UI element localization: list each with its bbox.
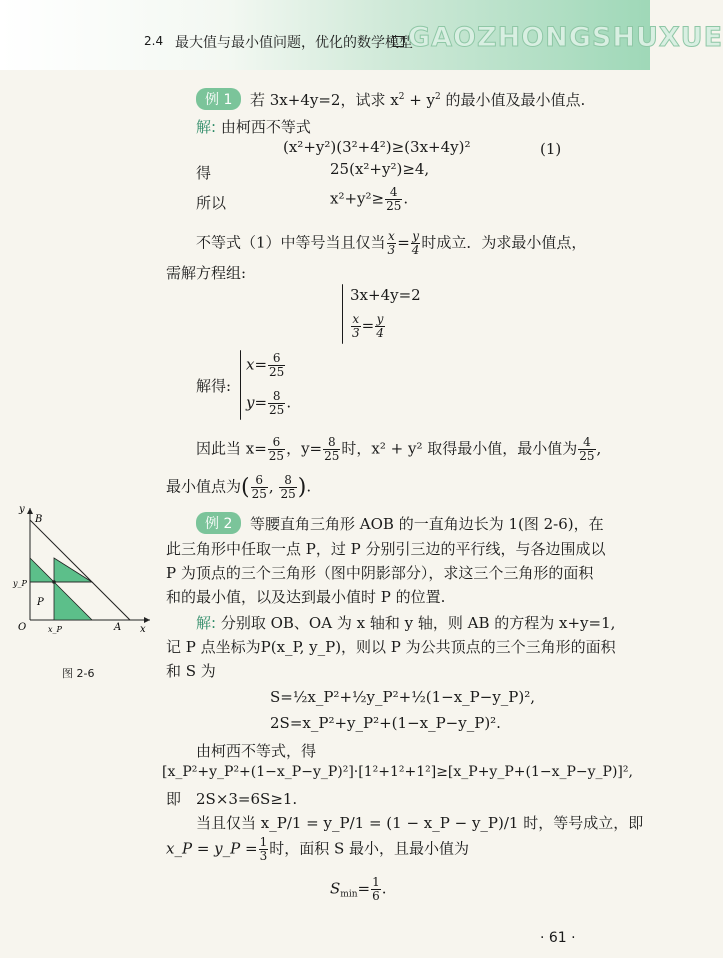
suoyi-label: 所以 bbox=[196, 194, 227, 212]
example1-badge: 例 1 bbox=[196, 88, 241, 110]
ji-line: 即 2S×3=6S≥1. bbox=[166, 790, 298, 808]
solution-brace bbox=[240, 350, 241, 420]
2s-equation: 2S=x_P²+y_P²+(1−x_P−y_P)². bbox=[270, 714, 501, 732]
shaded-triangle-right bbox=[54, 558, 92, 582]
system-eq-2: $\frac{x}{3}$ = $\frac{y}{4}$ bbox=[352, 312, 384, 340]
x-solution: x= $\frac{6}{25}$ bbox=[246, 351, 285, 379]
y-solution: y= $\frac{8}{25}$ . bbox=[246, 389, 292, 417]
inequality-2: 25(x²+y²)≥4, bbox=[330, 160, 430, 178]
example2-line-1: 等腰直角三角形 AOB 的一直角边长为 1(图 2-6)，在 bbox=[250, 515, 604, 533]
fig-label-x: x bbox=[140, 624, 146, 635]
section-number: 2.4 bbox=[144, 34, 164, 48]
inequality-3: x²+y²≥ $\frac{4}{25}$ . bbox=[330, 185, 409, 213]
fig-label-a: A bbox=[114, 622, 122, 633]
figure-axes bbox=[27, 508, 150, 623]
section-title: 最大值与最小值问题，优化的数学模型 bbox=[175, 35, 413, 51]
result-line: x_P = y_P = $\frac{1}{3}$ 时，面积 S 最小，且最小值为 bbox=[166, 835, 470, 863]
fig-label-o: O bbox=[18, 622, 27, 633]
fig-label-y: y bbox=[19, 504, 25, 515]
equality-condition: 不等式（1）中等号当且仅当 $\frac{x}{3}$ = $\frac{y}{4}$ 时成立．为求最小值点， bbox=[196, 229, 587, 257]
fig-label-xp: x_P bbox=[48, 625, 62, 634]
system-brace bbox=[342, 284, 343, 344]
example2-solution-3: 和 S 为 bbox=[166, 662, 216, 680]
need-system-text: 需解方程组: bbox=[166, 264, 247, 282]
min-point: 最小值点为( $\frac{6}{25}$ , $\frac{8}{25}$ ). bbox=[166, 473, 312, 501]
inequality-1-number: (1) bbox=[540, 140, 562, 158]
brand-watermark: GAOZHONGSHUXUE bbox=[408, 22, 723, 53]
fig-label-p: P bbox=[37, 597, 44, 608]
hypotenuse-ab bbox=[30, 520, 130, 620]
example2-line-2: 此三角形中任取一点 P，过 P 分别引三边的平行线，与各边围成以 bbox=[166, 540, 606, 558]
cauchy-inequality: [x_P²+y_P²+(1−x_P−y_P)²]·[1²+1²+1²]≥[x_P+y_P+(1−x_P−y_P)]², bbox=[162, 764, 633, 780]
equality-condition-2: 当且仅当 x_P/1 = y_P/1 = (1 − x_P − y_P)/1 时，等号成立，即 bbox=[196, 814, 644, 832]
example2-solution-1: 解: 分别取 OB、OA 为 x 轴和 y 轴，则 AB 的方程为 x+y=1, bbox=[196, 614, 616, 632]
s-equation: S=½x_P²+½y_P²+½(1−x_P−y_P)², bbox=[270, 688, 536, 706]
fig-label-yp: y_P bbox=[13, 579, 27, 588]
shaded-triangle-bottom bbox=[54, 582, 92, 620]
point-p bbox=[52, 580, 56, 584]
cauchy-text: 由柯西不等式，得 bbox=[196, 742, 317, 760]
example2-line-4: 和的最小值，以及达到最小值时 P 的位置. bbox=[166, 588, 446, 606]
example2-badge: 例 2 bbox=[196, 512, 241, 534]
triangle-figure bbox=[10, 500, 160, 640]
shaded-triangle-left bbox=[30, 558, 54, 582]
inequality-1: (x²+y²)(3²+4²)≥(3x+4y)² bbox=[283, 138, 471, 156]
s-min: $S_{min}=$ $\frac{1}{6}$ . bbox=[330, 875, 387, 903]
page-number: · 61 · bbox=[540, 930, 576, 946]
page-header bbox=[0, 0, 723, 70]
header-box-icon bbox=[393, 36, 404, 47]
example1-solution-intro: 解: 由柯西不等式 bbox=[196, 118, 311, 136]
fig-label-b: B bbox=[35, 514, 43, 525]
example2-solution-2: 记 P 点坐标为P(x_P, y_P)，则以 P 为公共顶点的三个三角形的面积 bbox=[166, 638, 616, 656]
example1-conclusion: 因此当 x= $\frac{6}{25}$ ，y= $\frac{8}{25}$ 时，x² + y² 取得最小值，最小值为 $\frac{4}{25}$ , bbox=[196, 435, 602, 463]
example2-line-3: P 为顶点的三个三角形（图中阴影部分），求这三个三角形的面积 bbox=[166, 564, 594, 582]
system-eq-1: 3x+4y=2 bbox=[350, 286, 421, 304]
de-label: 得 bbox=[196, 164, 212, 182]
jiede-label: 解得: bbox=[196, 377, 232, 395]
example1-problem: 若 3x+4y=2，试求 $x^2 + y^2$ 的最小值及最小值点. bbox=[250, 91, 586, 109]
figure-caption: 图 2-6 bbox=[62, 667, 95, 680]
